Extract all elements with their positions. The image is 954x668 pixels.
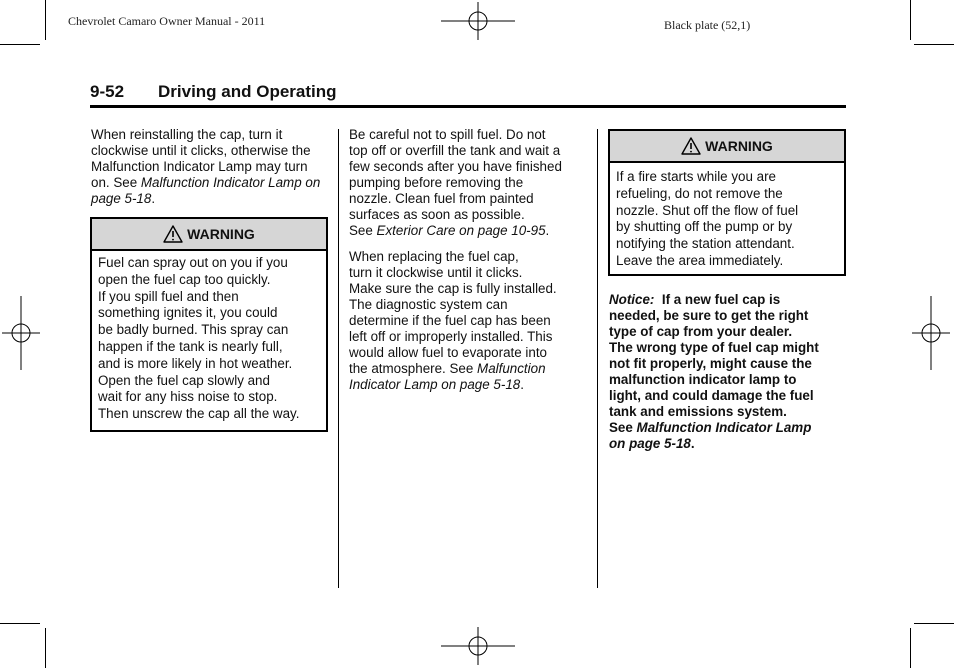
warning-line: If a fire starts while you are bbox=[616, 169, 777, 184]
warning-line: open the fuel cap too quickly. bbox=[98, 271, 271, 287]
notice-line: light, and could damage the fuel bbox=[609, 388, 814, 403]
warning-line: by shutting off the pump or by bbox=[616, 219, 793, 235]
warning-line: Leave the area immediately. bbox=[616, 252, 784, 268]
registration-mark-icon bbox=[441, 627, 515, 665]
section-title: Driving and Operating bbox=[158, 82, 337, 101]
text-line bbox=[349, 361, 589, 377]
punctuation: . bbox=[690, 436, 695, 451]
page-number: 9-52 bbox=[90, 82, 125, 101]
paragraph bbox=[91, 127, 327, 207]
notice-line bbox=[609, 436, 845, 452]
warning-header bbox=[610, 131, 844, 163]
text-line: would allow fuel to evaporate into bbox=[349, 345, 548, 360]
cross-reference: on page 5-18 bbox=[609, 436, 691, 451]
text-span: the atmosphere. See bbox=[349, 361, 478, 376]
crop-mark bbox=[914, 623, 954, 624]
registration-mark-icon bbox=[441, 2, 515, 40]
warning-box bbox=[90, 217, 328, 432]
text-span: See bbox=[349, 223, 377, 238]
text-line: When replacing the fuel cap, bbox=[349, 249, 519, 264]
punctuation: . bbox=[545, 223, 550, 238]
crop-mark bbox=[914, 44, 954, 45]
slug-left: Chevrolet Camaro Owner Manual - 2011 bbox=[68, 14, 266, 28]
cross-reference: Malfunction bbox=[477, 361, 546, 376]
text-line: Make sure the cap is fully installed. bbox=[349, 281, 557, 296]
warning-body bbox=[610, 163, 844, 270]
notice-line: The wrong type of fuel cap might bbox=[609, 340, 819, 355]
text-line: surfaces as soon as possible. bbox=[349, 207, 525, 222]
punctuation: . bbox=[520, 377, 524, 392]
crop-mark bbox=[0, 623, 40, 624]
column-1 bbox=[91, 127, 327, 207]
notice-line: not fit properly, might cause the bbox=[609, 356, 812, 371]
column-divider bbox=[597, 129, 598, 588]
column-2 bbox=[349, 127, 589, 393]
crop-mark bbox=[0, 44, 40, 45]
text-line bbox=[349, 377, 589, 393]
text-line: top off or overfill the tank and wait a bbox=[349, 143, 561, 158]
warning-line: If you spill fuel and then bbox=[98, 288, 239, 304]
notice-label: Notice: bbox=[609, 292, 655, 307]
warning-line: happen if the tank is nearly full, bbox=[98, 338, 283, 354]
warning-line: Fuel can spray out on you if you bbox=[98, 255, 288, 270]
text-line bbox=[349, 223, 589, 239]
warning-line: Then unscrew the cap all the way. bbox=[98, 406, 300, 422]
warning-line: wait for any hiss noise to stop. bbox=[98, 389, 278, 405]
column-divider bbox=[338, 129, 339, 588]
warning-body bbox=[92, 251, 326, 423]
page-header bbox=[90, 81, 846, 108]
cross-reference: Exterior Care on page 10-95 bbox=[376, 223, 546, 238]
notice-line bbox=[609, 420, 845, 436]
registration-mark-icon bbox=[2, 296, 40, 370]
notice-block bbox=[609, 292, 845, 452]
notice-line: tank and emissions system. bbox=[609, 404, 787, 419]
text-line: pumping before removing the bbox=[349, 175, 524, 190]
warning-triangle-icon bbox=[681, 137, 701, 155]
crop-mark bbox=[45, 628, 46, 668]
warning-line: notifying the station attendant. bbox=[616, 236, 795, 252]
cross-reference: Malfunction Indicator Lamp bbox=[636, 420, 812, 435]
warning-line: refueling, do not remove the bbox=[616, 185, 783, 201]
paragraph-text: When reinstalling the cap, turn it clockwise until it clicks, otherwise the Malfunction Indicator Lamp may turn on. See bbox=[91, 127, 311, 190]
text-line: left off or improperly installed. This bbox=[349, 329, 553, 344]
text-line: determine if the fuel cap has been bbox=[349, 313, 551, 328]
cross-reference: Malfunction Indicator Lamp on page 5-18 bbox=[91, 175, 321, 206]
warning-header bbox=[92, 219, 326, 251]
text-line: The diagnostic system can bbox=[349, 297, 508, 312]
warning-label: WARNING bbox=[187, 226, 255, 242]
warning-box bbox=[608, 129, 846, 276]
warning-triangle-icon bbox=[163, 225, 183, 243]
notice-line bbox=[609, 292, 845, 308]
slug-right: Black plate (52,1) bbox=[664, 18, 751, 32]
warning-line: nozzle. Shut off the flow of fuel bbox=[616, 202, 799, 218]
registration-mark-icon bbox=[912, 296, 950, 370]
cross-reference: Indicator Lamp on page 5-18 bbox=[349, 377, 521, 392]
warning-line: Open the fuel cap slowly and bbox=[98, 372, 270, 388]
text-span: If a new fuel cap is bbox=[661, 292, 781, 307]
warning-line: be badly burned. This spray can bbox=[98, 322, 289, 338]
warning-line: something ignites it, you could bbox=[98, 305, 278, 321]
text-span: See bbox=[609, 420, 637, 435]
text-line: few seconds after you have finished bbox=[349, 159, 562, 174]
notice-line: needed, be sure to get the right bbox=[609, 308, 809, 323]
punctuation: . bbox=[151, 191, 156, 206]
crop-mark bbox=[910, 0, 911, 40]
text-line: nozzle. Clean fuel from painted bbox=[349, 191, 534, 206]
notice-line: type of cap from your dealer. bbox=[609, 324, 793, 339]
text-line: Be careful not to spill fuel. Do not bbox=[349, 127, 546, 142]
notice-line: malfunction indicator lamp to bbox=[609, 372, 797, 387]
warning-line: and is more likely in hot weather. bbox=[98, 355, 293, 371]
warning-label: WARNING bbox=[705, 138, 773, 154]
crop-mark bbox=[45, 0, 46, 40]
text-line: turn it clockwise until it clicks. bbox=[349, 265, 523, 280]
crop-mark bbox=[910, 628, 911, 668]
